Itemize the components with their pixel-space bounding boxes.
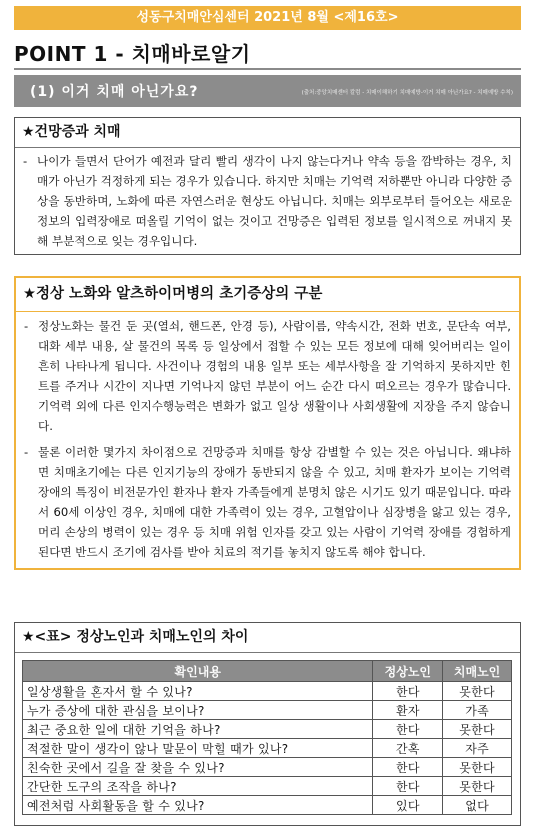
table-cell: 못한다 bbox=[443, 777, 512, 796]
header-dementia-elderly: 치매노인 bbox=[443, 661, 512, 682]
paragraph-text: 물론 이러한 몇가지 차이점으로 건망증과 치매를 항상 감별할 수 있는 것은 아닙니다. 왜냐하면 치매초기에는 다른 인지기능의 장애가 동반되지 않을 수 있고, 치매 환자가 보이는 기억력 장애의 특징이 비전문가인 환자나 환자 가족들에게 분명치 않은 시기도 있기 때문입니다. 따라서 60세 이상인 경우, 치매에 대한 가족력이 있는 경우, 고혈압이나 심장병을 앓고 있는 경우, 머리 손상의 병력이 있는 경우 등 치매 위험 인자를 갖고 있는 사람이 기억력 장애를 경험하게 된다면 반드시 조기에 검사를 받아 치료의 적기를 놓치지 않도록 해야 합니다. bbox=[38, 445, 511, 559]
table-cell: 예전처럼 사회활동을 할 수 있나? bbox=[23, 796, 373, 815]
table-cell: 적절한 말이 생각이 않나 말문이 막힐 때가 있나? bbox=[23, 739, 373, 758]
bullet-dash: - bbox=[24, 445, 29, 459]
table-cell: 한다 bbox=[373, 682, 443, 701]
newsletter-banner: 성동구치매안심센터 2021년 8월 <제16호> bbox=[14, 6, 521, 30]
bullet-dash: - bbox=[24, 319, 29, 333]
table-row bbox=[23, 739, 512, 758]
table-cell: 한다 bbox=[373, 720, 443, 739]
section-title: ★정상 노화와 알츠하이머병의 초기증상의 구분 bbox=[16, 278, 519, 312]
table-cell: 간단한 도구의 조작을 하나? bbox=[23, 777, 373, 796]
paragraph bbox=[15, 148, 520, 254]
source-note: (출처:중앙치매센터 칼럼 - 치매이해하기 치매예방-이거 치매 아닌가요? - 치매예방 수칙) bbox=[301, 90, 513, 96]
table-cell: 못한다 bbox=[443, 758, 512, 777]
paragraph bbox=[16, 312, 519, 439]
table-cell: 가족 bbox=[443, 701, 512, 720]
table-cell: 누가 증상에 대한 관심을 보이나? bbox=[23, 701, 373, 720]
subheading-title: (1) 이거 치매 아닌가요? bbox=[30, 84, 199, 100]
table-cell: 있다 bbox=[373, 796, 443, 815]
header-check-item: 확인내용 bbox=[23, 661, 373, 682]
paragraph-text: 정상노화는 물건 둔 곳(열쇠, 핸드폰, 안경 등), 사람이름, 약속시간, 전화 번호, 문단속 여부, 대화 세부 내용, 살 물건의 목록 등 일상에서 접할 수 있는 모든 정보에 대해 잊어버리는 일이 흔히 나타나게 됩니다. 사건이나 경험의 내용 일부 또는 세부사항을 잘 기억하지 못하지만 힌트를 주거나 시간이 지나면 기억나지 않던 부분이 어느 순간 다시 떠오르는 경우가 많습니다. 기억력 외에 다른 인지수행능력은 변화가 없고 일상 생활이나 사회생활에 지장을 주지 않습니다. bbox=[38, 319, 511, 433]
section-forgetfulness-vs-dementia bbox=[14, 117, 521, 255]
paragraph-text: 나이가 들면서 단어가 예전과 달리 빨리 생각이 나지 않는다거나 약속 등을 깜박하는 경우, 치매가 아닌가 걱정하게 되는 경우가 있습니다. 하지만 치매는 기억력 저하뿐만 아니라 다양한 증상을 동반하며, 노화에 따른 자연스러운 현상도 아닙니다. 치매는 외부로부터 들어오는 새로운 정보의 입력장애로 떠올릴 기억이 없는 것이고 건망증은 입력된 정보를 일시적으로 꺼내지 못해 부분적으로 잊는 경우입니다. bbox=[37, 154, 512, 248]
table-cell: 못한다 bbox=[443, 720, 512, 739]
table-cell: 못한다 bbox=[443, 682, 512, 701]
table-cell: 친숙한 곳에서 길을 잘 찾을 수 있나? bbox=[23, 758, 373, 777]
bullet-dash: - bbox=[23, 154, 28, 168]
subheading-bar bbox=[14, 75, 521, 107]
section-normal-aging-vs-alzheimers bbox=[14, 276, 521, 570]
table-cell: 간혹 bbox=[373, 739, 443, 758]
table-row bbox=[23, 796, 512, 815]
section-title: ★<표> 정상노인과 치매노인의 차이 bbox=[15, 623, 520, 653]
divider bbox=[14, 68, 521, 70]
table-row bbox=[23, 682, 512, 701]
table-cell: 일상생활을 혼자서 할 수 있나? bbox=[23, 682, 373, 701]
table-cell: 없다 bbox=[443, 796, 512, 815]
section-title: ★건망증과 치매 bbox=[15, 118, 520, 148]
table-header-row bbox=[23, 661, 512, 682]
table-row bbox=[23, 758, 512, 777]
point-title: POINT 1 - 치매바로알기 bbox=[14, 42, 251, 66]
table-row bbox=[23, 720, 512, 739]
table-cell: 최근 중요한 일에 대한 기억을 하나? bbox=[23, 720, 373, 739]
table-row bbox=[23, 701, 512, 720]
header-normal-elderly: 정상노인 bbox=[373, 661, 443, 682]
comparison-table bbox=[22, 660, 512, 815]
paragraph bbox=[16, 439, 519, 568]
table-cell: 환자 bbox=[373, 701, 443, 720]
table-cell: 한다 bbox=[373, 758, 443, 777]
table-cell: 한다 bbox=[373, 777, 443, 796]
table-row bbox=[23, 777, 512, 796]
table-cell: 자주 bbox=[443, 739, 512, 758]
